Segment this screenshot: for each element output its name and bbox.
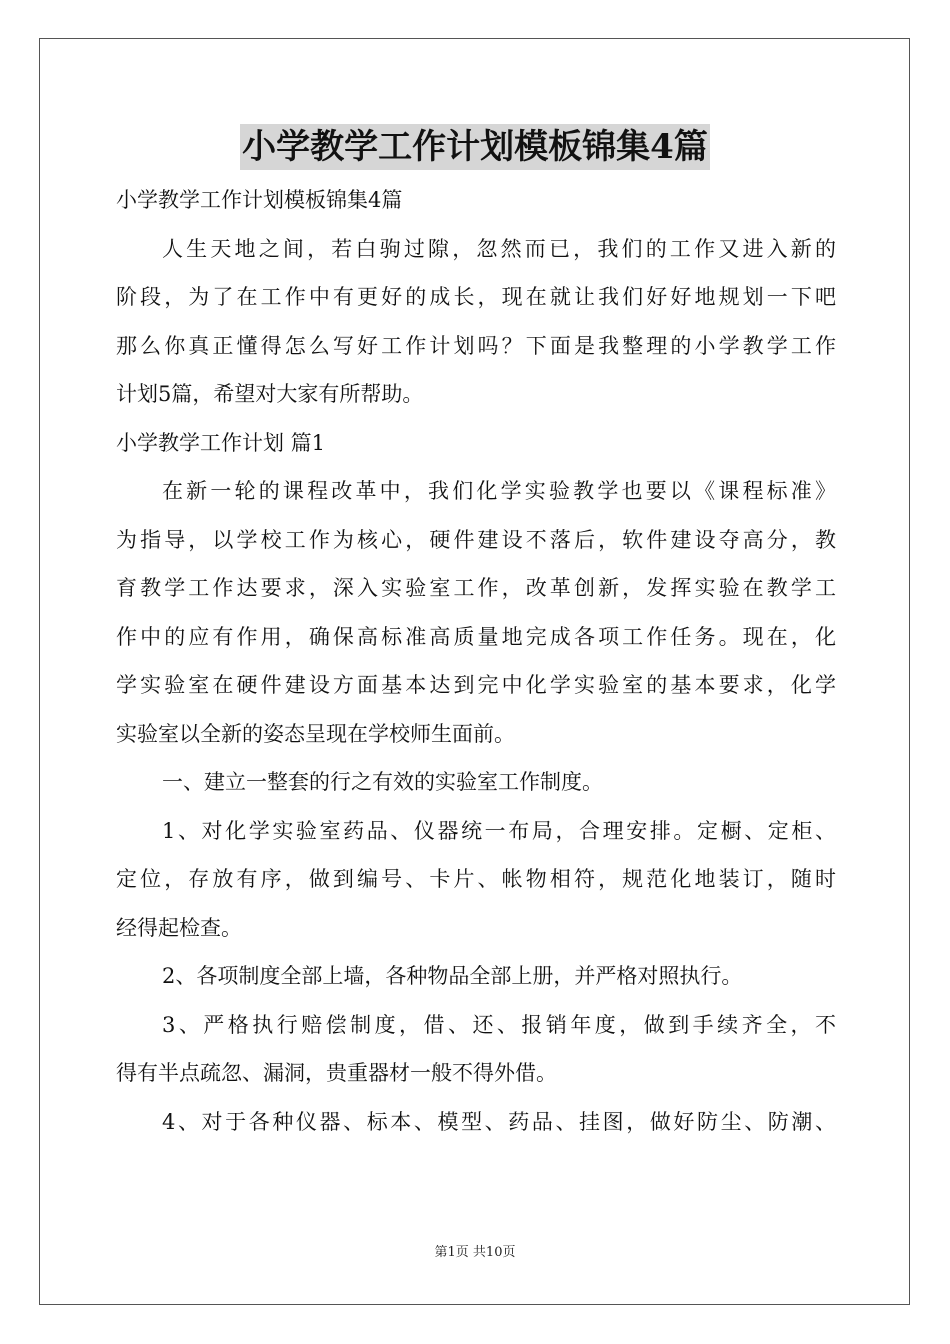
paragraph-line: 3、严格执行赔偿制度，借、还、报销年度，做到手续齐全，不 xyxy=(162,1012,836,1037)
paragraph-line: 在新一轮的课程改革中，我们化学实验教学也要以《课程标准》 xyxy=(162,479,836,503)
document-body xyxy=(116,176,836,1146)
paragraph-line: 得有半点疏忽、漏洞，贵重器材一般不得外借。 xyxy=(116,1061,557,1085)
paragraph-line: 作中的应有作用，确保高标准高质量地完成各项工作任务。现在，化 xyxy=(116,624,836,649)
paragraph-line: 育教学工作达要求，深入实验室工作，改革创新，发挥实验在教学工 xyxy=(116,576,836,600)
paragraph-line: 2、各项制度全部上墙，各种物品全部上册，并严格对照执行。 xyxy=(162,964,743,988)
paragraph-line: 那么你真正懂得怎么写好工作计划吗？下面是我整理的小学教学工作 xyxy=(116,333,836,358)
paragraph-line: 学实验室在硬件建设方面基本达到完中化学实验室的基本要求，化学 xyxy=(116,673,836,697)
page-footer: 第1页 共10页 xyxy=(434,1245,516,1260)
paragraph-line: 人生天地之间，若白驹过隙，忽然而已，我们的工作又进入新的 xyxy=(162,236,836,261)
paragraph-line: 定位，存放有序，做到编号、卡片、帐物相符，规范化地装订，随时 xyxy=(116,867,836,891)
paragraph-line: 4、对于各种仪器、标本、模型、药品、挂图，做好防尘、防潮、 xyxy=(162,1109,836,1134)
paragraph-line: 实验室以全新的姿态呈现在学校师生面前。 xyxy=(116,721,515,746)
paragraph-line: 一、建立一整套的行之有效的实验室工作制度。 xyxy=(162,770,603,794)
paragraph-line: 为指导，以学校工作为核心，硬件建设不落后，软件建设夺高分，教 xyxy=(116,527,836,552)
subtitle-line: 小学教学工作计划模板锦集4篇 xyxy=(116,188,403,212)
section-heading: 小学教学工作计划 篇1 xyxy=(116,430,326,455)
title-wrap xyxy=(0,124,950,170)
paragraph-line: 计划5篇，希望对大家有所帮助。 xyxy=(116,382,424,406)
document-title: 小学教学工作计划模板锦集4篇 xyxy=(240,124,710,170)
paragraph-line: 阶段，为了在工作中有更好的成长，现在就让我们好好地规划一下吧 xyxy=(116,285,836,309)
paragraph-line: 1、对化学实验室药品、仪器统一布局，合理安排。定橱、定柜、 xyxy=(162,818,836,843)
paragraph-line: 经得起检查。 xyxy=(116,915,242,940)
